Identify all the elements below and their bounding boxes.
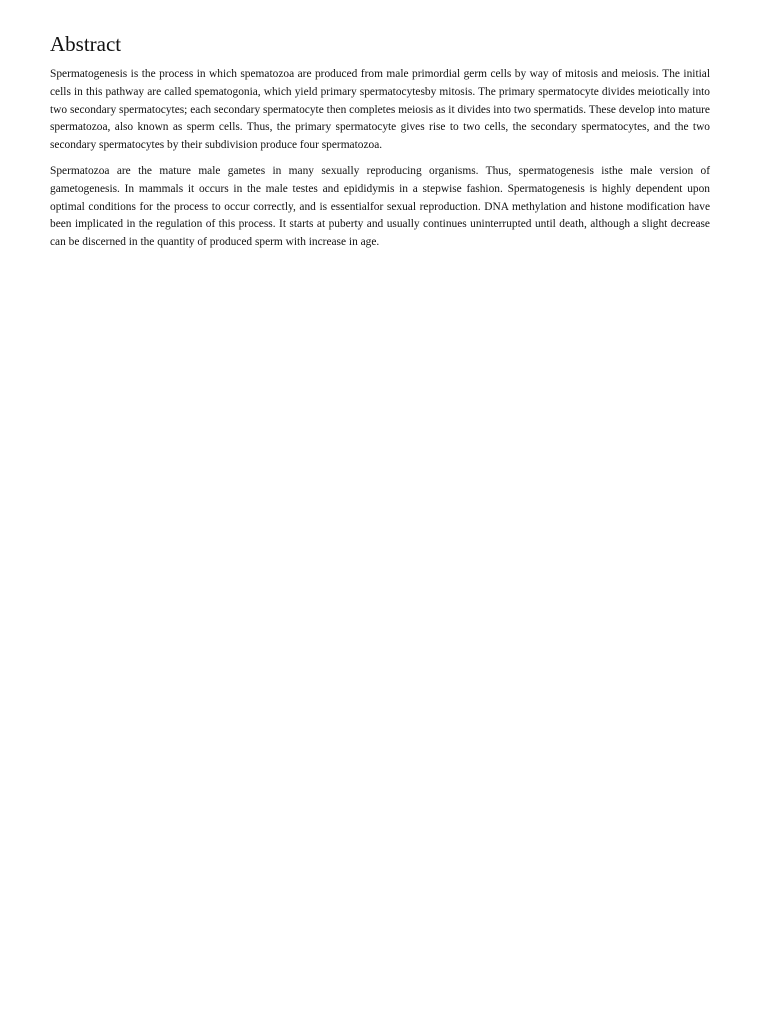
abstract-paragraph-2: Spermatozoa are the mature male gametes in many sexually reproducing organisms. Thus, spermatogenesis isthe male version of gametogenesis. In mammals it occurs in the male testes and epididymis in a stepwise fashion. Spermatogenesis is highly dependent upon optimal conditions for the process to occur correctly, and is essentialfor sexual reproduction. DNA methylation and histone modification have been implicated in the regulation of this process. It starts at puberty and usually continues uninterrupted until death, although a slight decrease can be discerned in the quantity of produced sperm with increase in age.	[50, 164, 710, 249]
abstract-heading: Abstract	[50, 32, 122, 56]
abstract-paragraph-1: Spermatogenesis is the process in which spematozoa are produced from male primordial germ cells by way of mitosis and meiosis. The initial cells in this pathway are called spematogonia, which yield primary spermatocytesby mitosis. The primary spermatocyte divides meiotically into two secondary spermatocytes; each secondary spermatocyte then completes meiosis as it divides into two spermatids. These develop into mature spermatozoa, also known as sperm cells. Thus, the primary spermatocyte gives rise to two cells, the secondary spermatocytes, and the two secondary spermatocytes by their subdivision produce four spermatozoa.	[50, 68, 710, 152]
document-page	[50, 30, 710, 260]
